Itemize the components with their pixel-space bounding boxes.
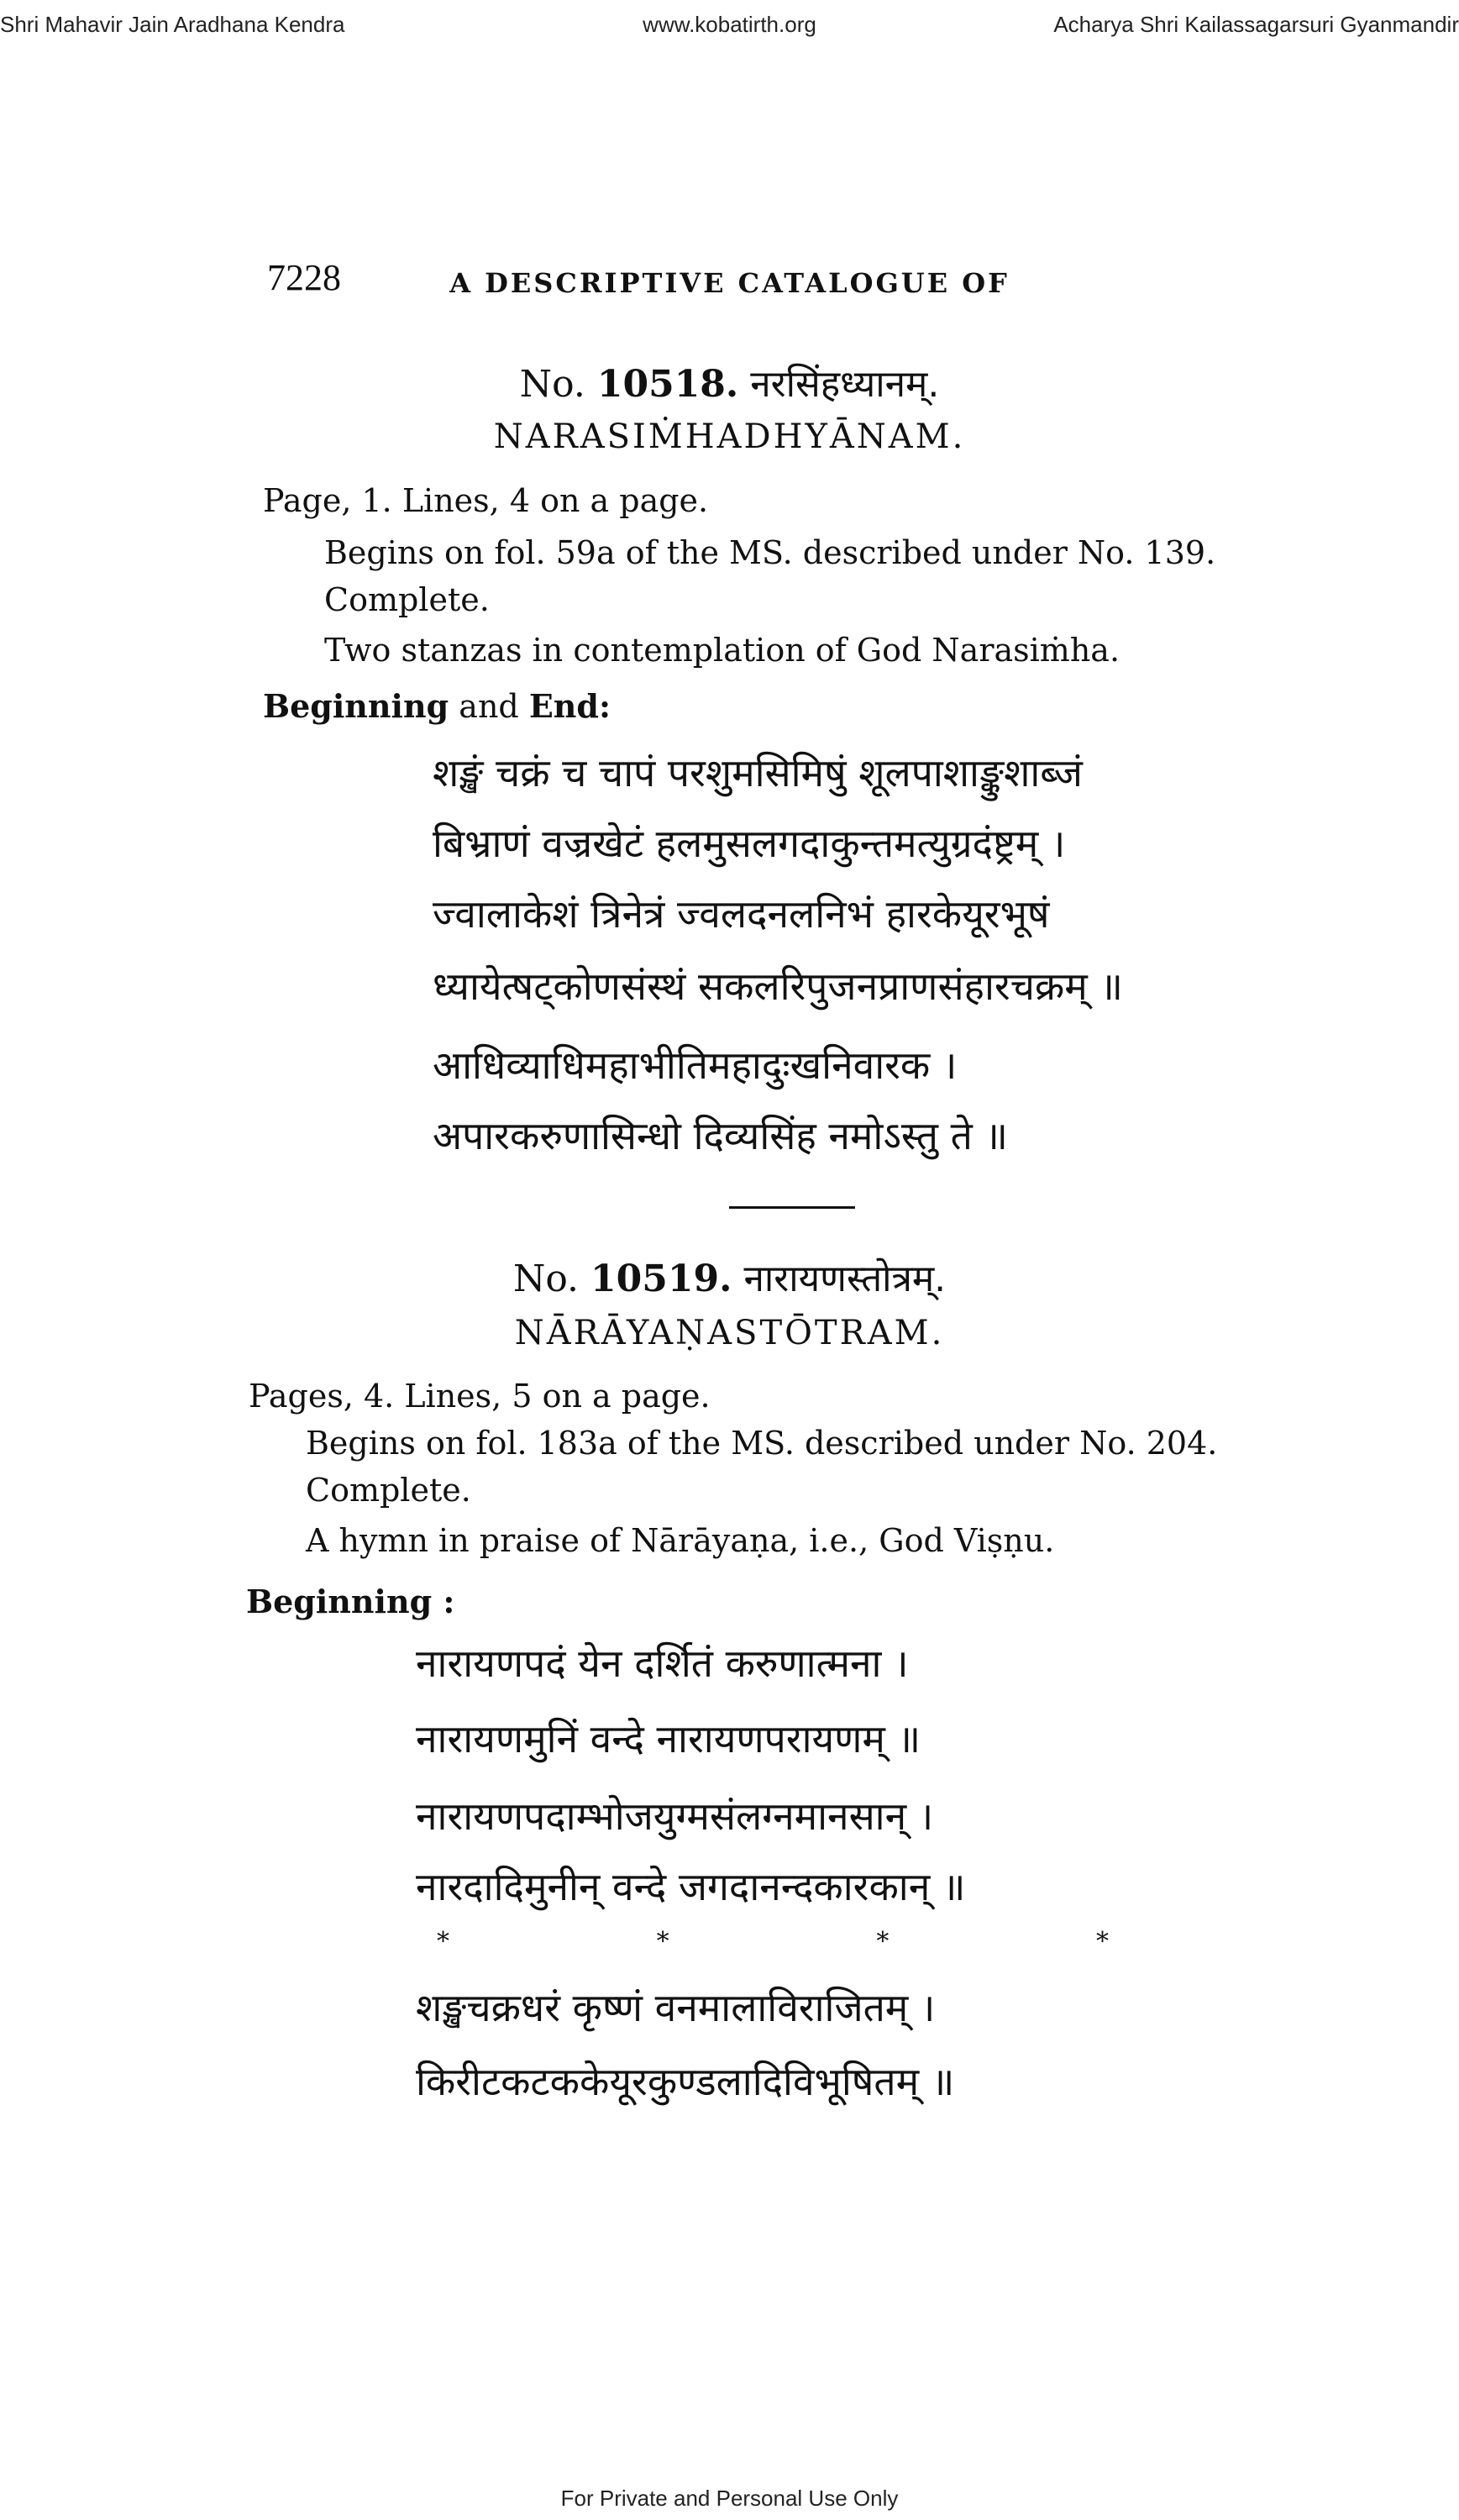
entry2-detail-4: A hymn in praise of Nārāyaṇa, i.e., God Viṣṇu. [306,1522,1055,1559]
entry2-verse-4: नारदादिमुनीन् वन्दे जगदानन्दकारकान् ॥ [416,1864,966,1909]
entry1-detail-2: Begins on fol. 59a of the MS. described under No. 139. [324,534,1216,571]
entry2-verse-1: नारायणपदं येन दर्शितं करुणात्मना । [416,1641,909,1686]
page-number: 7228 [267,257,341,298]
entry2-translit: NĀRĀYAṆASTŌTRAM. [514,1314,945,1352]
entry2-detail-2: Begins on fol. 183a of the MS. described under No. 204. [306,1425,1218,1462]
entry1-verse-2: बिभ्राणं वज्रखेटं हलमुसलगदाकुन्तमत्युग्रदंष्ट्रम् । [433,821,1066,866]
entry1-verse-4: ध्यायेत्षट्कोणसंस्थं सकलरिपुजनप्राणसंहारचक्रम् ॥ [433,963,1123,1009]
star-4: * [1095,1927,1109,1956]
entry1-detail-4: Two stanzas in contemplation of God Narasiṁha. [324,632,1120,669]
entry1-section-rest: and [449,688,529,725]
entry2-detail-1: Pages, 4. Lines, 5 on a page. [249,1378,711,1415]
star-2: * [656,1927,669,1956]
entry1-verse-1: शङ्खं चक्रं च चापं परशुमसिमिषुं शूलपाशाङ्कुशाब्जं [433,750,1083,795]
entry2-detail-3: Complete. [306,1472,471,1509]
entry1-detail-1: Page, 1. Lines, 4 on a page. [263,482,709,519]
footer: For Private and Personal Use Only [560,2486,899,2511]
entry2-title-skt: नारायणस्तोत्रम्. [743,1257,947,1300]
header-left: Shri Mahavir Jain Aradhana Kendra [0,12,345,37]
entry2-section-label: Beginning : [246,1583,455,1620]
section-divider [729,1206,855,1209]
entry1-verse-5: आधिव्याधिमहाभीतिमहादुःखनिवारक । [433,1042,958,1088]
entry1-title-skt: नरसिंहध्यानम्. [750,363,940,406]
star-3: * [876,1927,890,1956]
entry1-detail-3: Complete. [324,581,490,618]
entry1-section-label [263,687,611,725]
entry2-verse-6: किरीटकटककेयूरकुण्डलादिविभूषितम् ॥ [416,2059,955,2104]
entry1-verse-6: अपारकरुणासिन्धो दिव्यसिंह नमोऽस्तु ते ॥ [433,1113,1008,1158]
entry2-heading [0,1252,1459,1302]
entry2-number: 10519. [590,1257,732,1300]
ellipsis-stars [437,1927,1109,1956]
entry1-heading [0,357,1459,407]
entry1-section-bold2: End: [528,687,611,725]
header-right: Acharya Shri Kailassagarsuri Gyanmandir [1053,12,1459,37]
entry1-number: 10518. [596,363,739,406]
entry1-no-prefix: No. [519,363,585,406]
entry1-section-bold: Beginning [263,687,449,725]
entry2-no-prefix: No. [512,1257,580,1300]
entry1-verse-3: ज्वालाकेशं त्रिनेत्रं ज्वलदनलनिभं हारकेयूरभूषं [433,891,1050,937]
running-head: A DESCRIPTIVE CATALOGUE OF [449,267,1010,299]
entry2-verse-5: शङ्खचक्रधरं कृष्णं वनमालाविराजितम् । [416,1985,936,2030]
entry1-translit: NARASIṀHADHYĀNAM. [493,417,966,456]
entry2-verse-2: नारायणमुनिं वन्दे नारायणपरायणम् ॥ [416,1716,921,1761]
entry2-verse-3: नारायणपदाम्भोजयुग्मसंलग्नमानसान् । [416,1793,934,1839]
header-center: www.kobatirth.org [643,12,816,37]
star-1: * [437,1927,449,1956]
